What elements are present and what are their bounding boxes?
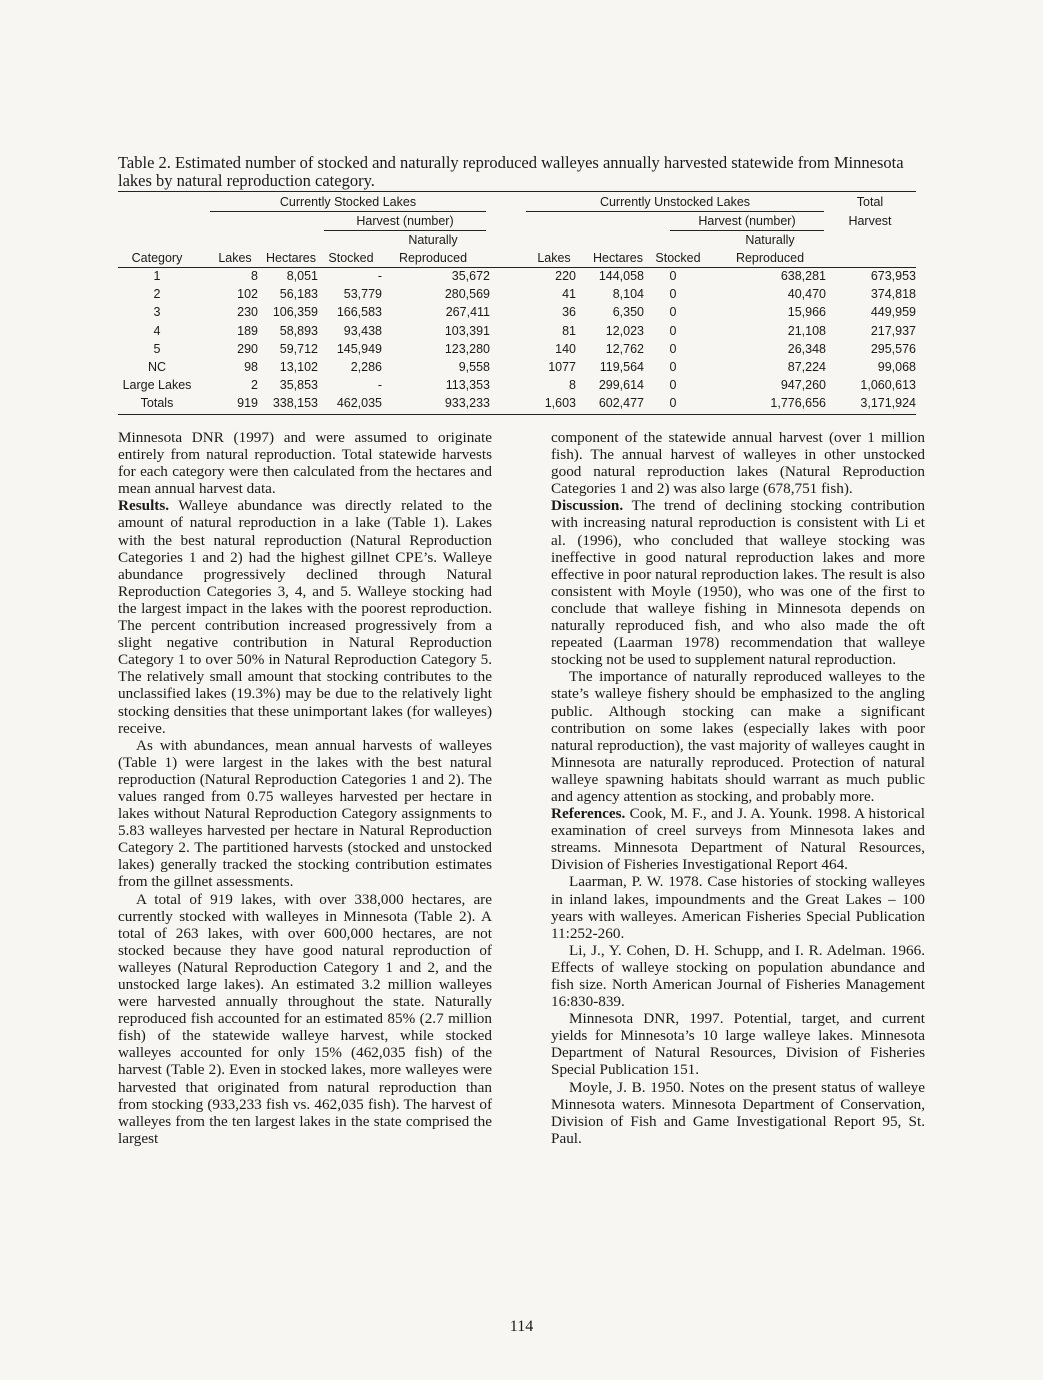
col-header-lakes-unstocked: Lakes (537, 251, 571, 265)
cell-reproduced: 103,391 (444, 323, 490, 338)
cell-lakes-unstocked: 41 (562, 287, 576, 302)
right-paragraph-1: component of the statewide annual harvest (over 1 million fish). The annual harvest of walleyes in other unstocked good natural reproduction lakes (Natural Reproduction Categories 1 and 2) was also large (678,751 fish). (551, 429, 925, 498)
cell-reproduced: 113,353 (445, 378, 490, 393)
discussion-heading: Discussion. (551, 497, 624, 515)
cell-hectares: 338,153 (272, 396, 318, 411)
group-rule-stocked (210, 211, 486, 212)
cell-hectares-unstocked: 12,023 (605, 323, 644, 338)
cell-category: Large Lakes (122, 378, 192, 393)
cell-total-harvest: 449,959 (870, 305, 916, 320)
references-entry-3: Li, J., Y. Cohen, D. H. Schupp, and I. R. Adelman. 1966. Effects of walleye stocking on population abundance and fish size. North American Journal of Fisheries Management 16:830-839. (551, 941, 925, 1011)
col-header-lakes: Lakes (218, 251, 252, 265)
cell-stocked-unstocked: 0 (669, 287, 677, 302)
col-header-reproduced: Reproduced (398, 251, 468, 265)
right-paragraph-3: The importance of naturally reproduced walleyes to the state’s walleye fishery should be emphasized to the angling public. Although stocking can make a significant contribution on some lakes (especially lakes with poor natural reproduction), the vast majority of walleyes caught in Minnesota are naturally reproduced. Protection of natural walleye spawning habitats should warrant as much public and agency attention as stocking, and probably more. (551, 668, 925, 805)
cell-reproduced: 9,558 (458, 360, 490, 374)
cell-category: 5 (153, 341, 161, 356)
cell-stocked: 462,035 (336, 396, 382, 411)
cell-category: 4 (153, 323, 161, 338)
cell-hectares: 8,051 (286, 269, 318, 283)
references-entry-1 (551, 805, 925, 873)
cell-reproduced-unstocked: 1,776,656 (770, 396, 826, 411)
cell-lakes-unstocked: 81 (562, 323, 576, 338)
left-paragraph-4: A total of 919 lakes, with over 338,000 hectares, are currently stocked with walleyes in Minnesota (Table 2). A total of 263 lakes, with over 600,000 hectares, are not stocked because they have good natural reproduction of walleyes (Natural Reproduction Category 1 and 2, and the unstocked large lakes). An estimated 3.2 million walleyes were harvested annually throughout the state. Naturally reproduced fish accounted for an estimated 85% (2.7 million fish) of the statewide walleye harvest, while stocked walleyes accounted for only 15% (462,035 fish) of the harvest (Table 2). Even in stocked lakes, more walleyes were harvested that originated from natural reproduction than from stocking (933,233 fish vs. 462,035 fish). The harvest of walleyes from the ten largest lakes in the state comprised the largest (118, 890, 492, 1147)
naturally-label-stocked: Naturally (408, 233, 458, 247)
cell-hectares-unstocked: 119,564 (599, 360, 644, 374)
right-text-column (551, 429, 925, 1147)
cell-lakes-unstocked: 36 (562, 305, 576, 320)
cell-total-harvest: 217,937 (870, 323, 916, 338)
total-harvest-header-line1: Total (856, 195, 884, 209)
col-header-stocked: Stocked (328, 251, 374, 265)
table-row (118, 322, 916, 340)
cell-hectares-unstocked: 299,614 (598, 378, 644, 393)
total-harvest-header-line2: Harvest (848, 214, 892, 228)
cell-stocked-unstocked: 0 (669, 305, 677, 320)
cell-lakes-unstocked: 8 (569, 378, 576, 393)
cell-reproduced-unstocked: 87,224 (787, 360, 826, 374)
harvest-rule-unstocked (670, 230, 824, 231)
cell-category: 3 (153, 305, 161, 320)
left-paragraph-3: As with abundances, mean annual harvests of walleyes (Table 1) were largest in the lakes with the best natural reproduction (Natural Reproduction Categories 1 and 2). The values ranged from 0.75 walleyes harvested per hectare in lakes without Natural Reproduction Category assignments to 5.83 walleyes harvested per hectare in Natural Reproduction Category 2. The partitioned harvests (stocked and unstocked lakes) generally tracked the stocking contribution estimates from the gillnet assessments. (118, 736, 492, 891)
col-header-reproduced-unstocked: Reproduced (735, 251, 805, 265)
cell-hectares-unstocked: 144,058 (598, 269, 644, 283)
table-row (118, 394, 916, 412)
cell-hectares-unstocked: 602,477 (598, 396, 644, 411)
cell-hectares: 35,853 (279, 378, 318, 393)
cell-reproduced: 123,280 (444, 341, 490, 356)
table-row (118, 285, 916, 303)
cell-stocked: 145,949 (336, 341, 382, 356)
harvest-rule-stocked (324, 230, 486, 231)
cell-hectares: 106,359 (272, 305, 318, 320)
left-text-column (118, 429, 492, 1147)
cell-hectares: 13,102 (279, 360, 318, 374)
references-entry-5: Moyle, J. B. 1950. Notes on the present status of walleye Minnesota waters. Minnesota Department of Conservation, Division of Fish and Game Investigational Report 95, St. Paul. (551, 1078, 925, 1147)
cell-total-harvest: 99,068 (877, 360, 916, 374)
col-header-category: Category (131, 251, 183, 265)
table-row (118, 267, 916, 285)
group-header-stocked: Currently Stocked Lakes (279, 195, 417, 209)
cell-total-harvest: 374,818 (870, 287, 916, 302)
cell-hectares: 56,183 (279, 287, 318, 302)
cell-lakes: 230 (237, 305, 258, 320)
group-rule-unstocked (526, 211, 824, 212)
cell-stocked-unstocked: 0 (669, 323, 677, 338)
right-paragraph-2 (551, 497, 925, 668)
cell-stocked: 2,286 (350, 360, 382, 374)
table-caption: Table 2. Estimated number of stocked and naturally reproduced walleyes annually harvested statewide from Minnesota lakes by natural reproduction category. (118, 153, 904, 190)
col-header-stocked-unstocked: Stocked (655, 251, 701, 265)
group-header-unstocked: Currently Unstocked Lakes (599, 195, 751, 209)
discussion-text: The trend of declining stocking contribution with increasing natural reproduction is consistent with Li et al. (1996), who concluded that walleye stocking was ineffective in good natural reproduction lakes and more effective in poor natural reproduction lakes. The result is also consistent with Moyle (1950), who was one of the first to conclude that walleye fishing in Minnesota depends on naturally reproduced fish, and who also made the oft repeated (Laarman 1978) recommendation that walleye stocking not be used to supplement natural reproduction. (551, 497, 925, 669)
reference-1-text: Cook, M. F., and J. A. Younk. 1998. A historical examination of creel surveys from Minnesota lakes and streams. Minnesota Department of Natural Resources, Division of Fisheries Investigational Report 464. (551, 805, 925, 874)
table-row (118, 303, 916, 321)
cell-category: 1 (153, 269, 161, 283)
cell-lakes: 8 (251, 269, 258, 283)
cell-hectares-unstocked: 8,104 (612, 287, 644, 302)
left-paragraph-2 (118, 497, 492, 736)
page-number: 114 (509, 1318, 534, 1335)
table-row (118, 376, 916, 394)
table-row (118, 358, 916, 376)
cell-lakes: 102 (237, 287, 258, 302)
harvest-header-unstocked: Harvest (number) (698, 214, 796, 228)
naturally-label-unstocked: Naturally (745, 233, 795, 247)
col-header-hectares: Hectares (265, 251, 317, 265)
cell-total-harvest: 1,060,613 (860, 378, 916, 393)
caption-rule (118, 191, 916, 192)
cell-reproduced: 280,569 (444, 287, 490, 302)
cell-category: 2 (153, 287, 161, 302)
table-row (118, 340, 916, 358)
cell-lakes-unstocked: 140 (555, 341, 576, 356)
results-text: Walleye abundance was directly related to the amount of natural reproduction in a lake (Table 1). Lakes with the best natural reproduction (Natural Reproduction Categories 1 and 2) had the highest gillnet CPE’s. Walleye abundance progressively declined through Natural Reproduction Categories 3, 4, and 5. Walleye stocking had the largest impact in the lakes with the poorest reproduction. The percent contribution increased progressively from a slight negative contribution in Natural Reproduction Category 1 to over 50% in Natural Reproduction Category 5. The relatively small amount that stocking contributes to the unclassified lakes (19.3%) may be due to the relatively light stocking densities that these unimportant lakes (for walleyes) receive. (118, 497, 492, 737)
cell-lakes: 98 (244, 360, 258, 374)
table-bottom-rule (118, 414, 916, 415)
references-entry-4: Minnesota DNR, 1997. Potential, target, and current yields for Minnesota’s 10 large walleye lakes. Minnesota Department of Natural Resources, Division of Fisheries Special Publication 151. (551, 1010, 925, 1079)
cell-reproduced-unstocked: 638,281 (780, 269, 826, 283)
cell-stocked: 93,438 (343, 323, 382, 338)
cell-stocked-unstocked: 0 (669, 360, 677, 374)
cell-hectares-unstocked: 6,350 (612, 305, 644, 320)
cell-total-harvest: 673,953 (870, 269, 916, 283)
cell-stocked-unstocked: 0 (669, 341, 677, 356)
cell-stocked-unstocked: 0 (669, 378, 677, 393)
cell-lakes: 2 (251, 378, 258, 393)
harvest-header-stocked: Harvest (number) (356, 214, 454, 228)
cell-lakes: 189 (237, 323, 258, 338)
cell-lakes-unstocked: 220 (555, 269, 576, 283)
results-heading: Results. (118, 497, 170, 515)
left-paragraph-1: Minnesota DNR (1997) and were assumed to originate entirely from natural reproduction. Total statewide harvests for each category were then calculated from the hectares and mean annual harvest data. (118, 429, 492, 498)
cell-stocked-unstocked: 0 (669, 269, 677, 283)
cell-reproduced: 933,233 (444, 396, 490, 411)
cell-lakes: 919 (237, 396, 258, 411)
cell-total-harvest: 295,576 (870, 341, 916, 356)
cell-hectares: 58,893 (279, 323, 318, 338)
col-header-hectares-unstocked: Hectares (592, 251, 644, 265)
references-entry-2: Laarman, P. W. 1978. Case histories of stocking walleyes in inland lakes, impoundments and the Great Lakes – 100 years with walleyes. American Fisheries Special Publication 11:252-260. (551, 873, 925, 942)
cell-stocked-unstocked: 0 (669, 396, 677, 411)
cell-reproduced: 35,672 (451, 269, 490, 283)
cell-hectares: 59,712 (279, 341, 318, 356)
cell-stocked: - (377, 269, 382, 283)
cell-stocked: - (377, 378, 382, 393)
cell-reproduced: 267,411 (445, 305, 490, 320)
cell-lakes-unstocked: 1,603 (544, 396, 576, 411)
cell-hectares-unstocked: 12,762 (605, 341, 644, 356)
cell-lakes: 290 (237, 341, 258, 356)
cell-stocked: 166,583 (336, 305, 382, 320)
references-heading: References. (551, 805, 626, 823)
cell-stocked: 53,779 (343, 287, 382, 302)
cell-reproduced-unstocked: 40,470 (787, 287, 826, 302)
cell-category: Totals (140, 396, 174, 411)
cell-total-harvest: 3,171,924 (860, 396, 916, 411)
cell-reproduced-unstocked: 26,348 (787, 341, 826, 356)
cell-reproduced-unstocked: 21,108 (787, 323, 826, 338)
cell-lakes-unstocked: 1077 (548, 360, 576, 374)
cell-category: NC (147, 360, 167, 374)
cell-reproduced-unstocked: 15,966 (787, 305, 826, 320)
cell-reproduced-unstocked: 947,260 (780, 378, 826, 393)
